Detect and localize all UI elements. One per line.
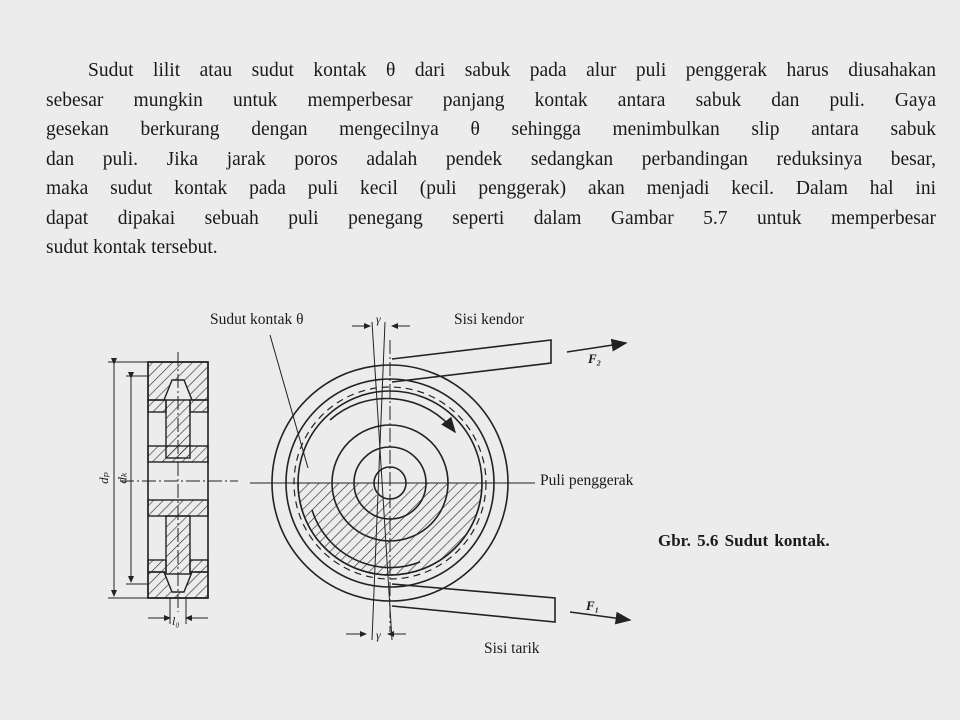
label-gamma-top: γ — [376, 312, 381, 326]
label-force-f2: F₂ — [588, 351, 602, 366]
label-dim-dp: dₚ — [95, 472, 111, 484]
paragraph-line: dapat dipakai sebuah puli penegang seperti dalam Gambar 5.7 untuk memperbesar — [46, 207, 936, 229]
label-dim-dk: dₖ — [114, 472, 130, 484]
label-gamma-bottom: γ — [376, 628, 381, 642]
label-contact-angle: Sudut kontak θ — [210, 311, 304, 328]
label-slack-side: Sisi kendor — [454, 311, 525, 328]
label-driver-pulley: Puli penggerak — [540, 472, 634, 489]
paragraph-line: sudut kontak tersebut. — [46, 237, 218, 258]
label-force-f1: F₁ — [586, 598, 600, 613]
paragraph-line: gesekan berkurang dengan mengecilnya θ sehingga menimbulkan slip antara sabuk — [46, 119, 936, 140]
paragraph-line: Sudut lilit atau sudut kontak θ dari sabuk pada alur puli penggerak harus diusahakan — [88, 60, 936, 81]
label-dim-l0: l₀ — [172, 614, 180, 628]
force-f1-arrow — [570, 612, 630, 620]
figure-caption: Gbr. 5.6 Sudut kontak. — [658, 531, 830, 550]
paragraph-line: sebesar mungkin untuk memperbesar panjang kontak antara sabuk dan puli. Gaya — [46, 89, 936, 111]
pulley-section-view — [108, 352, 238, 624]
paragraph-line: maka sudut kontak pada puli kecil (puli penggerak) akan menjadi kecil. Dalam hal ini — [46, 178, 936, 199]
label-tight-side: Sisi tarik — [484, 640, 540, 657]
paragraph-line: dan puli. Jika jarak poros adalah pendek sedangkan perbandingan reduksinya besar, — [46, 148, 936, 170]
